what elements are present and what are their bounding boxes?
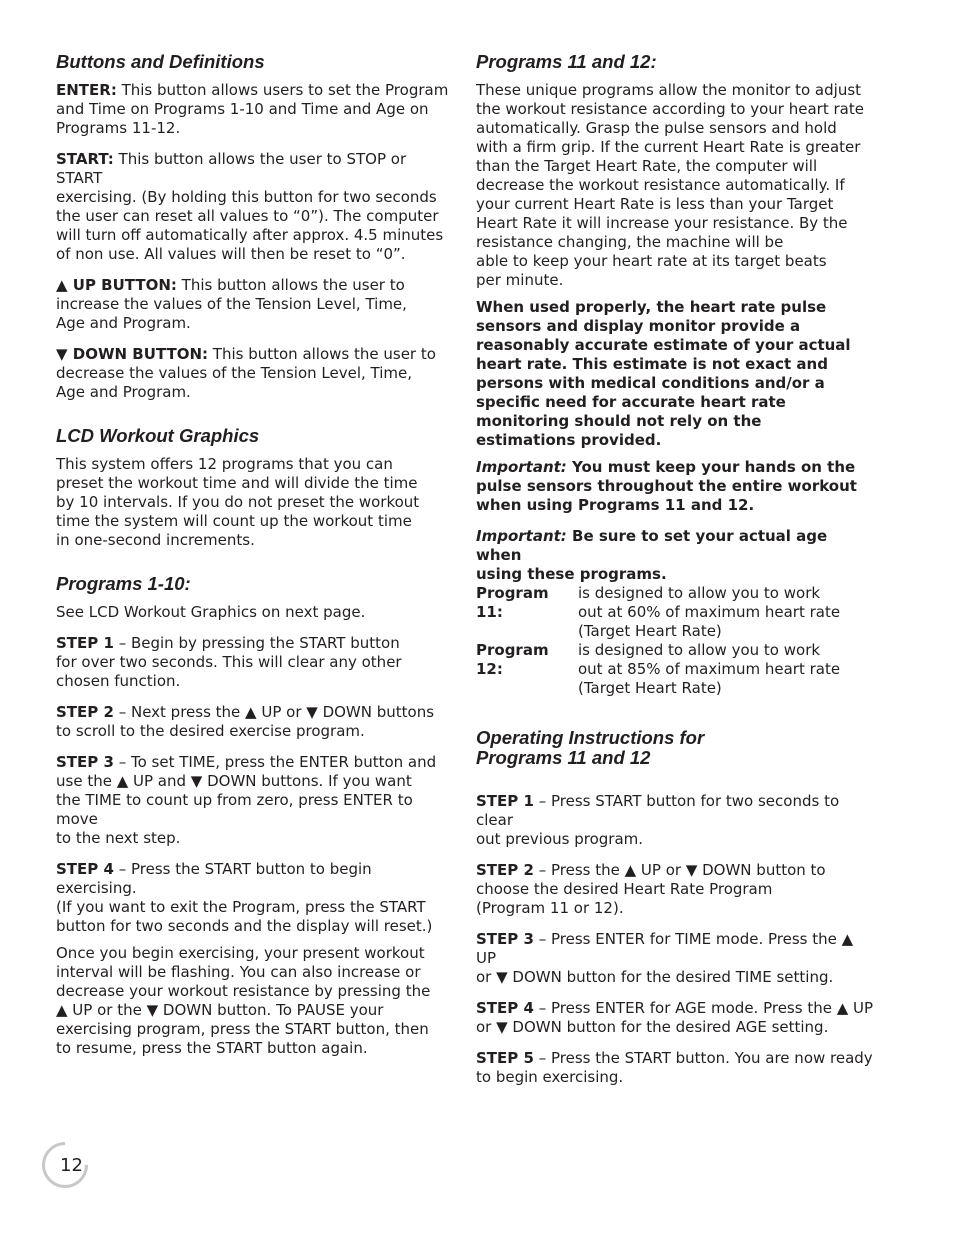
important-note-hands (476, 458, 876, 515)
program-11-desc: is designed to allow you to work out at 60% of maximum heart rate (Target Heart Rate) (578, 584, 841, 640)
program-12-row (476, 641, 876, 698)
enter-definition (56, 81, 456, 138)
buttons-heading: Buttons and Definitions (56, 51, 265, 72)
op-step-5 (476, 1049, 876, 1087)
op-step-3-text: – Press ENTER for TIME mode. Press the ▲ UP or ▼ DOWN button for the desired TIME setting. (476, 930, 854, 986)
step-1 (56, 634, 456, 691)
programs-1-10-heading: Programs 1-10: (56, 573, 191, 594)
enter-label: ENTER: (56, 81, 117, 99)
step-4-text: – Press the START button to begin exercising. (If you want to exit the Program, press the START button for two seconds and the display will reset.) (56, 860, 433, 935)
enter-text: This button allows users to set the Program and Time on Programs 1-10 and Time and Age on Programs 11-12. (56, 81, 449, 137)
important-label: Important: (476, 527, 567, 545)
step-4 (56, 860, 456, 936)
op-step-1-label: STEP 1 (476, 792, 534, 810)
op-step-4 (476, 999, 876, 1037)
start-definition (56, 150, 456, 264)
important-text: Be sure to set your actual age when using these programs. (476, 527, 828, 583)
down-text: This button allows the user to decrease the values of the Tension Level, Time, Age and Program. (56, 345, 436, 401)
step-4-label: STEP 4 (56, 860, 114, 878)
op-step-4-text: – Press ENTER for AGE mode. Press the ▲ UP or ▼ DOWN button for the desired AGE setting. (476, 999, 874, 1036)
op-step-1 (476, 792, 876, 849)
op-step-3 (476, 930, 876, 987)
up-label: ▲ UP BUTTON: (56, 276, 177, 294)
op-step-1-text: – Press START button for two seconds to clear out previous program. (476, 792, 840, 848)
start-text: This button allows the user to STOP or START exercising. (By holding this button for two seconds the user can reset all values to “0”). The computer will turn off automatically after approx. 4.5 minutes of non use. All values will then be reset to “0”. (56, 150, 444, 263)
accuracy-warning: When used properly, the heart rate pulse sensors and display monitor provide a reasonably accurate estimate of your actual heart rate. This estimate is not exact and persons with medical conditions and/or a specific need for accurate heart rate monitoring should not rely on the estimations provided. (476, 298, 851, 449)
up-text: This button allows the user to increase the values of the Tension Level, Time, Age and Program. (56, 276, 407, 332)
closing-paragraph: Once you begin exercising, your present workout interval will be flashing. You can also increase or decrease your workout resistance by pressing the ▲ UP or the ▼ DOWN button. To PAUSE your exercising program, press the START button, then to resume, press the START button again. (56, 944, 431, 1057)
up-button-definition (56, 276, 456, 333)
down-label: ▼ DOWN BUTTON: (56, 345, 209, 363)
left-column (56, 52, 456, 1058)
program-12-label: Program 12: (476, 641, 549, 678)
page-number-badge (42, 1142, 98, 1190)
page-number: 12 (60, 1155, 83, 1176)
op-step-4-label: STEP 4 (476, 999, 534, 1017)
important-note-age (476, 527, 876, 584)
step-2-label: STEP 2 (56, 703, 114, 721)
programs-11-12-heading: Programs 11 and 12: (476, 51, 657, 72)
step-1-label: STEP 1 (56, 634, 114, 652)
step-1-text: – Begin by pressing the START button for over two seconds. This will clear any other chosen function. (56, 634, 402, 690)
important-text: You must keep your hands on the pulse sensors throughout the entire workout when using Programs 11 and 12. (476, 458, 857, 514)
lcd-heading: LCD Workout Graphics (56, 425, 260, 446)
step-3-label: STEP 3 (56, 753, 114, 771)
operating-instructions-heading: Operating Instructions for Programs 11 and 12 (476, 727, 705, 768)
op-step-3-label: STEP 3 (476, 930, 534, 948)
program-12-desc: is designed to allow you to work out at 85% of maximum heart rate (Target Heart Rate) (578, 641, 841, 697)
program-11-row (476, 584, 876, 641)
program-11-label: Program 11: (476, 584, 549, 621)
start-label: START: (56, 150, 114, 168)
op-step-2-text: – Press the ▲ UP or ▼ DOWN button to choose the desired Heart Rate Program (Program 11 or 12). (476, 861, 826, 917)
lcd-text: This system offers 12 programs that you can preset the workout time and will divide the time by 10 intervals. If you do not preset the workout time the system will count up the workout time in one-second increments. (56, 455, 420, 549)
right-column (476, 52, 876, 1087)
step-3 (56, 753, 456, 848)
down-button-definition (56, 345, 456, 402)
programs-1-10-intro: See LCD Workout Graphics on next page. (56, 603, 366, 621)
op-step-5-label: STEP 5 (476, 1049, 534, 1067)
important-label: Important: (476, 458, 567, 476)
op-step-2-label: STEP 2 (476, 861, 534, 879)
step-2-text: – Next press the ▲ UP or ▼ DOWN buttons to scroll to the desired exercise program. (56, 703, 435, 740)
op-step-2 (476, 861, 876, 918)
step-2 (56, 703, 456, 741)
op-step-5-text: – Press the START button. You are now ready to begin exercising. (476, 1049, 873, 1086)
step-3-text: – To set TIME, press the ENTER button and use the ▲ UP and ▼ DOWN buttons. If you want the TIME to count up from zero, press ENTER to move to the next step. (56, 753, 437, 847)
programs-11-12-text: These unique programs allow the monitor to adjust the workout resistance according to your heart rate automatically. Grasp the pulse sensors and hold with a firm grip. If the current Heart Rate is greater than the Target Heart Rate, the computer will decrease the workout resistance automatically. If your current Heart Rate is less than your Target Heart Rate it will increase your resistance. By the resistance changing, the machine will be able to keep your heart rate at its target beats per minute. (476, 81, 864, 289)
